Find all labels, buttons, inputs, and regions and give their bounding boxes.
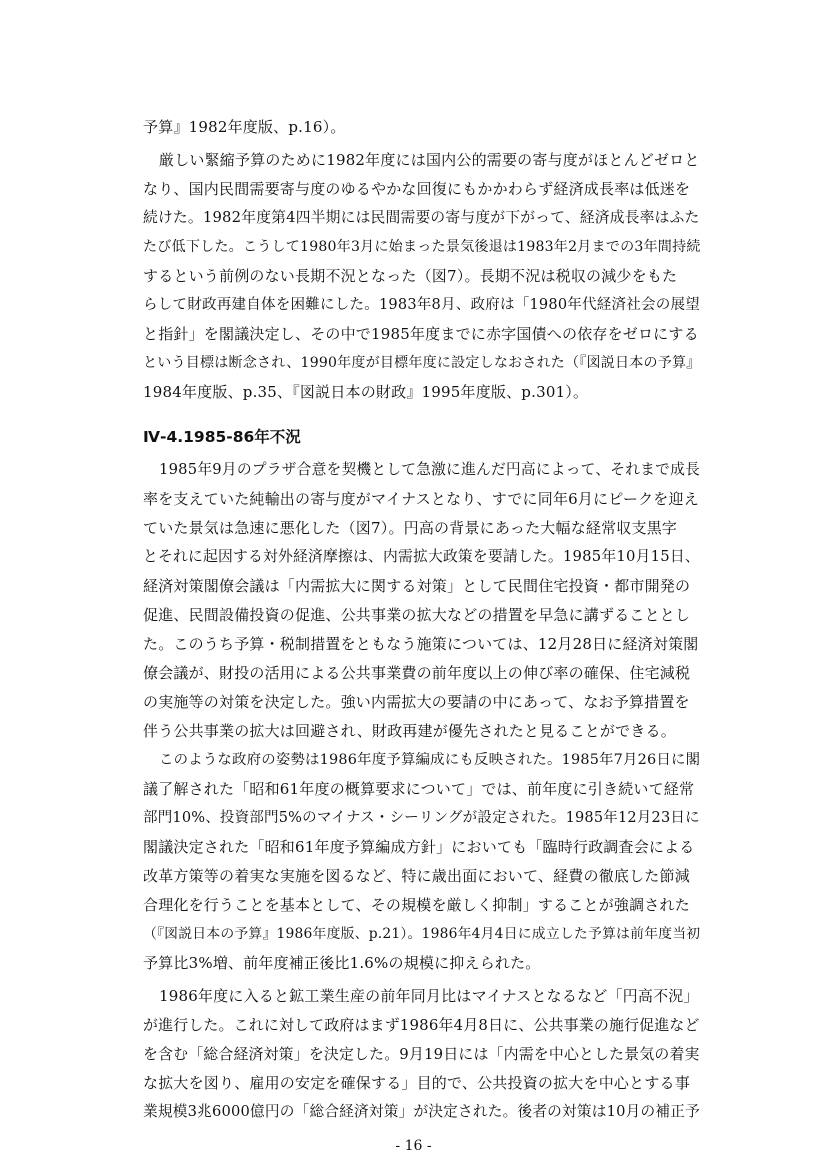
text-line: 1985年9月のプラザ合意を契機として急激に進んだ円高によって、それまで成長 — [159, 461, 700, 478]
text-line: らして財政再建自体を困難にした。1983年8月、政府は「1980年代経済社会の展望 — [143, 296, 700, 313]
text-line: とそれに起因する対外経済摩擦は、内需拡大政策を要請した。1985年10月15日、 — [143, 548, 700, 565]
text-line: たび低下した。こうして1980年3月に始まった景気後退は1983年2月までの3年間持続 — [143, 239, 701, 255]
text-line: 議了解された「昭和61年度の概算要求について」では、前年度に引き続いて経常 — [143, 780, 695, 798]
text-line: と指針」を閣議決定し、その中で1985年度までに赤字国債への依存をゼロにする — [143, 325, 699, 343]
text-line: するという前例のない長期不況となった（図7）。長期不況は税収の減少をもた — [143, 267, 678, 285]
text-line: 1984年度版、p.35、『図説日本の財政』1995年度版、p.301）。 — [143, 383, 589, 401]
text-line: このような政府の姿勢は1986年度予算編成にも反映された。1985年7月26日に閣 — [159, 752, 701, 768]
text-line: の実施等の対策を決定した。強い内需拡大の要請の中にあって、なお予算措置を — [143, 693, 690, 711]
text-line: 促進、民間設備投資の促進、公共事業の拡大などの措置を早急に講ずることとし — [143, 606, 691, 624]
text-line: た。このうち予算・税制措置をともなう施策については、12月28日に経済対策閣 — [143, 635, 699, 653]
text-line: という目標は断念され、1990年度が目標年度に設定しなおされた（『図説日本の予算』 — [143, 355, 701, 371]
text-line: 部門10%、投資部門5%のマイナス・シーリングが設定された。1985年12月23日に — [143, 810, 700, 826]
text-line: 経済対策閣僚会議は「内需拡大に関する対策」として民間住宅投資・都市開発の — [143, 577, 691, 595]
text-line: 予算』1982年度版、p.16）。 — [143, 118, 346, 136]
text-line: ていた景気は急速に悪化した（図7）。円高の背景にあった大幅な経常収支黒字 — [143, 519, 678, 537]
text-line: 閣議決定された「昭和61年度予算編成方針」においても「臨時行政調査会による — [143, 838, 695, 856]
text-line: を含む「総合経済対策」を決定した。9月19日には「内需を中心とした景気の着実 — [143, 1045, 700, 1063]
text-line: が進行した。これに対して政府はまず1986年4月8日に、公共事業の施行促進など — [143, 1016, 700, 1034]
section-heading: Ⅳ-4.1985-86年不況 — [143, 428, 301, 446]
text-line: 厳しい緊縮予算のために1982年度には国内公的需要の寄与度がほとんどゼロと — [159, 151, 700, 169]
text-line: （『図説日本の予算』1986年度版、p.21）。1986年4月4日に成立した予算は前年度当初 — [143, 926, 701, 942]
text-line: 僚会議が、財投の活用による公共事業費の前年度以上の伸び率の確保、住宅減税 — [143, 664, 691, 682]
text-line: 率を支えていた純輸出の寄与度がマイナスとなり、すでに同年6月にピークを迎え — [143, 490, 699, 508]
text-line: 業規模3兆6000億円の「総合経済対策」が決定された。後者の対策は10月の補正予 — [143, 1103, 700, 1120]
text-line: 予算比3%増、前年度補正後比1.6%の規模に抑えられた。 — [143, 954, 541, 972]
page-number: - 16 - — [395, 1138, 432, 1154]
text-line: なり、国内民間需要寄与度のゆるやかな回復にもかかわらず経済成長率は低迷を — [143, 180, 691, 198]
text-line: 合理化を行うことを基本として、その規模を厳しく抑制」することが強調された — [143, 896, 690, 914]
text-line: 続けた。1982年度第4四半期には民間需要の寄与度が下がって、経済成長率はふた — [143, 209, 700, 226]
text-line: 1986年度に入ると鉱工業生産の前年同月比はマイナスとなるなど「円高不況」 — [159, 987, 699, 1005]
text-line: 伴う公共事業の拡大は回避され、財政再建が優先されたと見ることができる。 — [143, 722, 676, 740]
text-line: な拡大を図り、雇用の安定を確保する」目的で、公共投資の拡大を中心とする事 — [143, 1074, 690, 1092]
text-line: 改革方策等の着実な実施を図るなど、特に歳出面において、経費の徹底した節減 — [143, 867, 690, 885]
